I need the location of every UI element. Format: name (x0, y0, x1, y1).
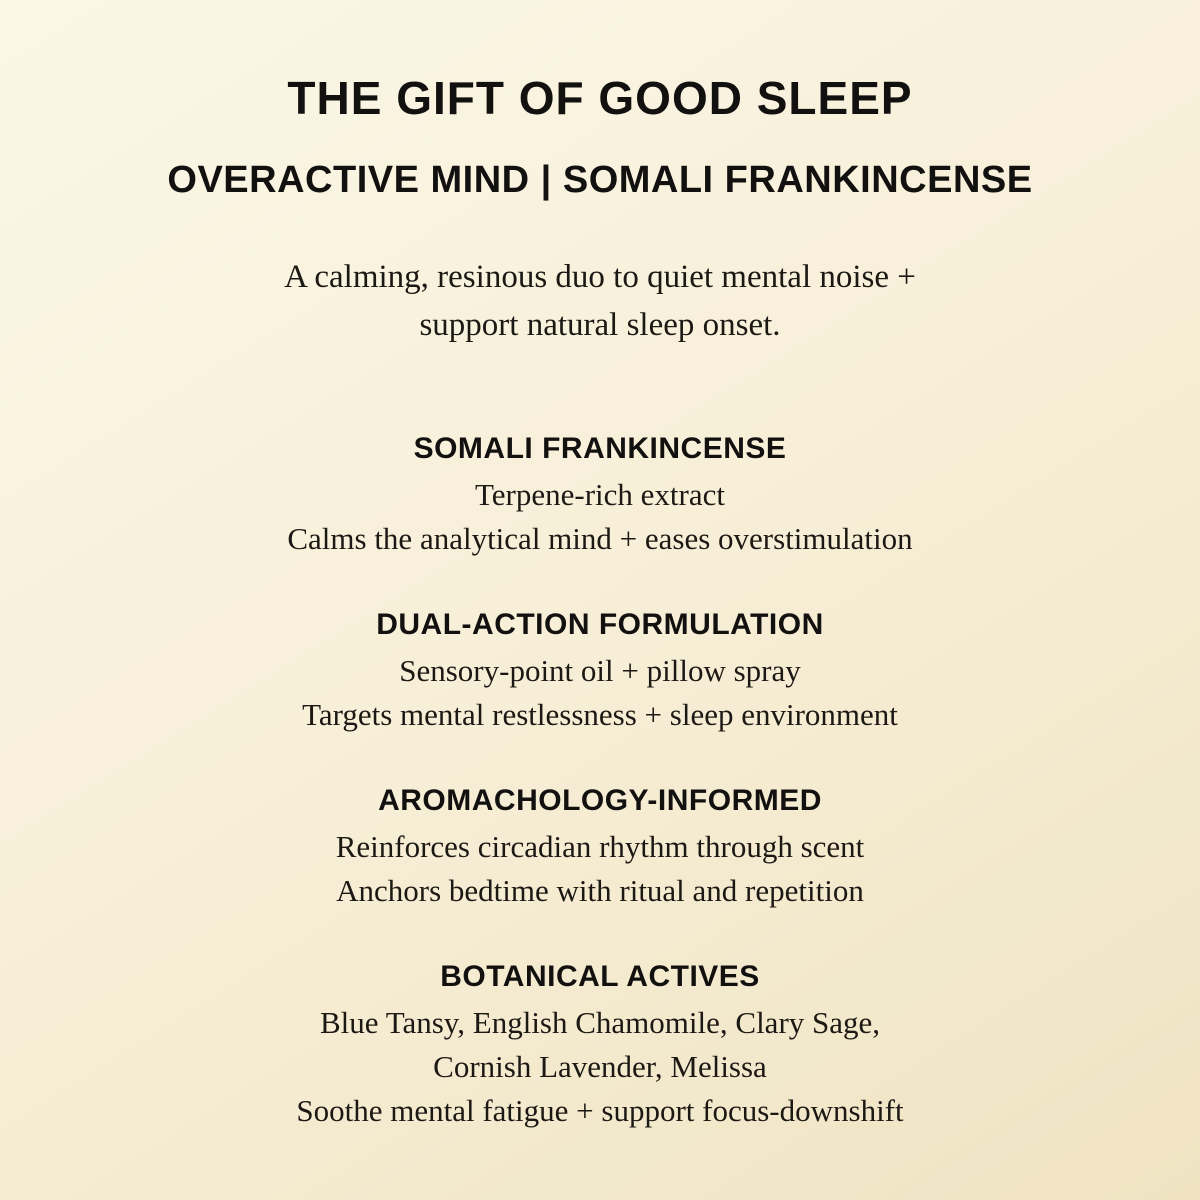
section-list (0, 431, 1200, 1133)
section-dual-action-formulation (0, 607, 1200, 737)
intro-line: A calming, resinous duo to quiet mental noise + (284, 258, 916, 295)
section-line: Soothe mental fatigue + support focus-downshift (296, 1092, 904, 1128)
section-somali-frankincense (0, 431, 1200, 561)
section-line: Sensory-point oil + pillow spray (399, 652, 801, 688)
section-line: Anchors bedtime with ritual and repetition (336, 872, 864, 908)
section-heading: BOTANICAL ACTIVES (440, 959, 760, 993)
section-line: Cornish Lavender, Melissa (433, 1048, 767, 1084)
section-line: Blue Tansy, English Chamomile, Clary Sage, (319, 1004, 881, 1040)
page-subtitle: OVERACTIVE MIND | SOMALI FRANKINCENSE (167, 158, 1033, 201)
section-heading: DUAL-ACTION FORMULATION (376, 607, 824, 641)
intro-line: support natural sleep onset. (419, 306, 781, 343)
section-botanical-actives (0, 959, 1200, 1133)
section-line: Reinforces circadian rhythm through scent (335, 828, 865, 864)
section-aromachology-informed (0, 783, 1200, 913)
section-line: Calms the analytical mind + eases overstimulation (287, 520, 913, 556)
section-line: Terpene-rich extract (475, 476, 725, 512)
page-title: THE GIFT OF GOOD SLEEP (287, 72, 913, 124)
section-heading: SOMALI FRANKINCENSE (413, 431, 787, 465)
section-line: Targets mental restlessness + sleep environment (302, 696, 898, 732)
section-heading: AROMACHOLOGY-INFORMED (378, 783, 822, 817)
intro-text (0, 253, 1200, 349)
